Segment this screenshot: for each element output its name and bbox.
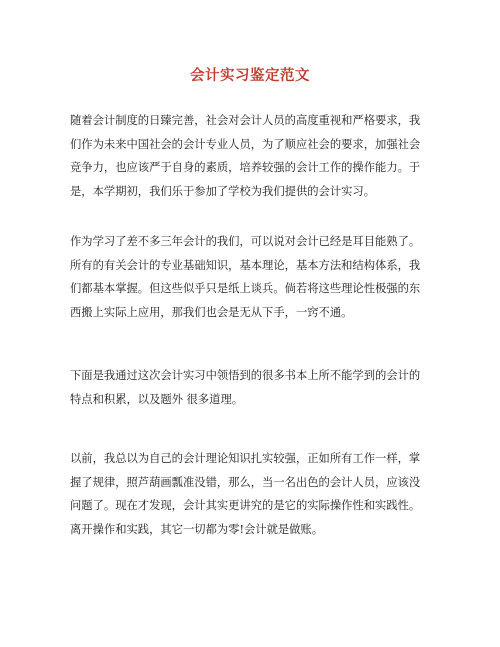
paragraph-line: 所有的有关会计的专业基础知识，基本理论，基本方法和结构体系，我 xyxy=(70,258,421,272)
paragraph-line: 以前，我总以为自己的会计理论知识扎实较强，正如所有工作一样，掌 xyxy=(70,452,421,465)
paragraph-line: 是，本学期初，我们乐于参加了学校为我们提供的会计实习。 xyxy=(70,184,376,198)
paragraph-line: 离开操作和实践，其它一切都为零!会计就是做账。 xyxy=(70,522,324,536)
paragraph-2 xyxy=(70,230,436,324)
paragraph-line: 竞争力，也应该严于自身的素质，培养较强的会计工作的操作能力。于 xyxy=(70,161,421,174)
paragraph-line: 随着会计制度的日臻完善，社会对会计人员的高度重视和严格要求，我 xyxy=(70,114,421,127)
paragraph-line: 握了规律，照芦葫画瓢准没错，那么，当一名出色的会计人员，应该没 xyxy=(70,475,421,489)
paragraph-line: 作为学习了差不多三年会计的我们，可以说对会计已经是耳目能熟了。 xyxy=(70,235,421,248)
paragraph-line: 们作为未来中国社会的会计专业人员，为了顺应社会的要求，加强社会 xyxy=(70,137,421,151)
paragraph-line: 们都基本掌握。但这些似乎只是纸上谈兵。倘若将这些理论性极强的东 xyxy=(70,282,421,295)
paragraph-4 xyxy=(70,447,436,541)
paragraph-line: 西搬上实际上应用，那我们也会是无从下手，一窍不通。 xyxy=(70,305,353,319)
paragraph-line: 问题了。现在才发现，会计其实更讲究的是它的实际操作性和实践性。 xyxy=(70,499,421,512)
paragraph-line: 特点和积累，以及题外 很多道理。 xyxy=(70,392,244,406)
paragraph-1 xyxy=(70,109,436,203)
paragraph-3 xyxy=(70,364,436,411)
document-title: 会计实习鉴定范文 xyxy=(190,68,310,84)
paragraph-line: 下面是我通过这次会计实习中领悟到的很多书本上所不能学到的会计的 xyxy=(70,369,421,382)
